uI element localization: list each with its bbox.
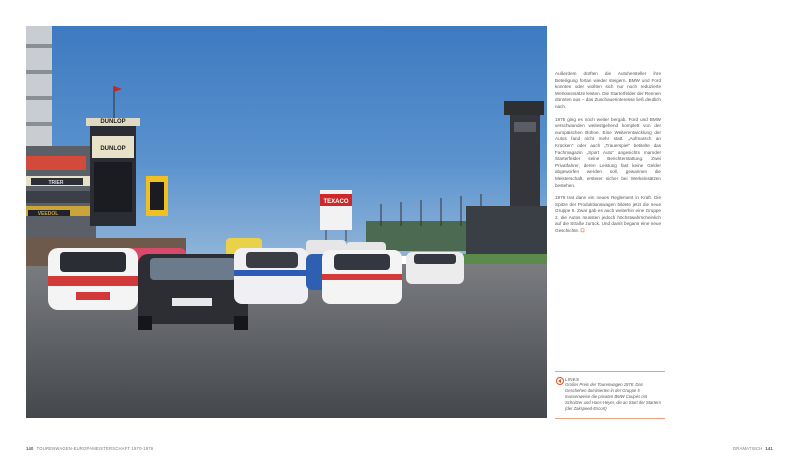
race-photo-illustration	[26, 26, 547, 418]
dunlop-sign: DUNLOP	[100, 119, 126, 125]
page-number-left: 140	[26, 446, 34, 451]
caption-text: Großer Preis der Tourenwagen 1976: Das Geschehen dominierten in der Gruppe 5 massenweise die privaten BMW Coupés mit Schnitzer und Hans-Heyer, die an Start der Startern (der Zakspeed-Escort)	[565, 382, 661, 411]
running-title-right: DRAMATISCH	[733, 446, 763, 451]
footer-right	[733, 446, 773, 451]
photo-caption	[555, 371, 665, 419]
footer-left	[26, 446, 153, 451]
end-mark-icon: ☐	[580, 228, 585, 234]
body-paragraph: 1975 ging es noch weiter bergab. Ford und BMW verschwanden weitestgehend komplett von der europäischen Bühne. Eine Weiterentwicklung der Autos fand nicht mehr statt. „Aufmarsch an Krücken“ oder auch „Trauerspiel“ betitelte das Fachmagazin „Sport Auto“ angesichts maroder Starterfelder seine Berichterstattung. Zwei Privatfahrer, deren Leistung fast keine Gelder abgeworfen werden soll, gewannen die Meisterschaft, ersterer sicher bei Werkeinsätzen bestehen.	[555, 116, 661, 188]
body-paragraph	[555, 195, 661, 235]
right-tower	[504, 101, 544, 215]
body-text-column	[555, 71, 661, 241]
caption-label: LINKS	[565, 377, 580, 382]
crowd	[466, 206, 547, 258]
page-number-right: 141	[765, 446, 773, 451]
texaco-sign: TEXACO	[323, 199, 349, 205]
race-start-photo	[26, 26, 547, 418]
dunlop-tower-sign: DUNLOP	[100, 146, 126, 152]
running-title-left: TOURENWAGEN-EUROPAMEISTERSCHAFT 1970-1976	[36, 446, 154, 451]
body-paragraph: Außerdem dürften die Autohersteller ihre Beteiligung fortan wieder steigern. BMW und Ford konnten oder wollten sich nur noch reduzierte Werkseinsätze leisten. Die Starterfelder der Rennen dünnten aus – das Zuschauerinteresse ließ deutlich nach.	[555, 71, 661, 109]
left-arrow-icon	[556, 377, 564, 385]
trier-sign: TRIER	[48, 180, 64, 186]
veedol-sign: VEEDOL	[37, 211, 59, 217]
body-paragraph-text: 1976 trat dann ein neues Reglement in Kraft. Die Spitze der Produktionswagen bildete jetzt die neue Gruppe 5. Zwar gab es auch weiterhin eine Gruppe 2, die Autos mussten jedoch höchstwahrscheinlich auf die Straße zurück. Und damit begann eine neue Geschichte.	[555, 195, 661, 234]
